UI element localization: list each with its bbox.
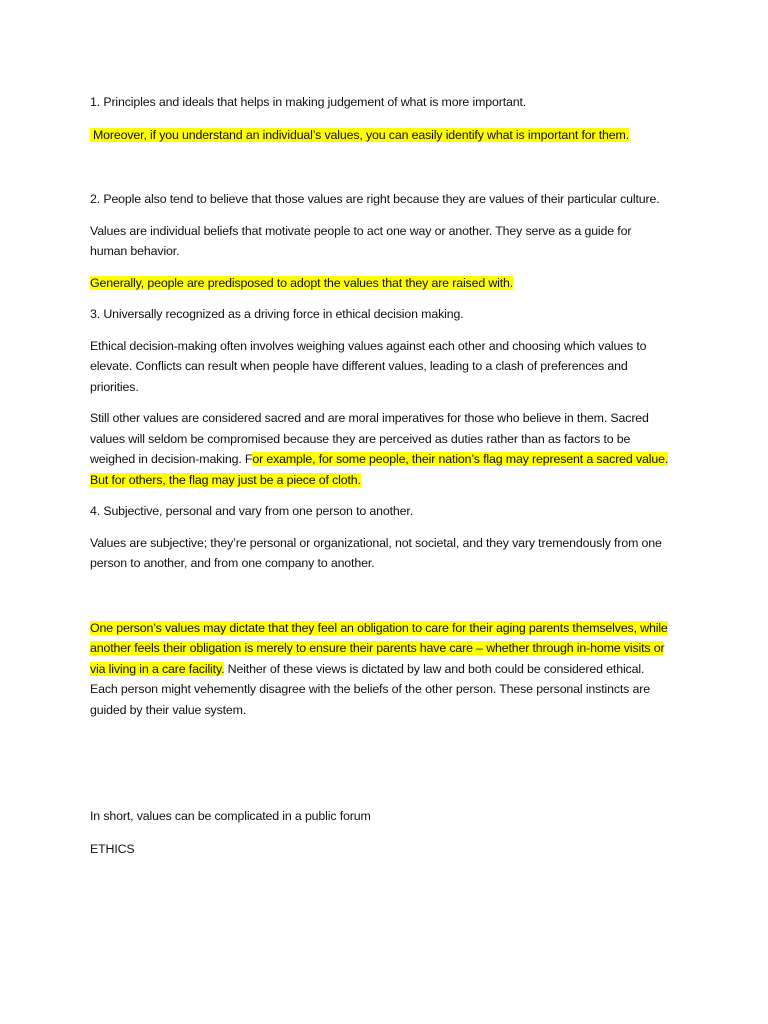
paragraph-aging-parents	[90, 618, 670, 721]
highlighted-text: One person’s values may dictate that they feel an obligation to care for their aging parents themselves, while another feels their obligation is merely to ensure their parents have care – whether through in-home visits or via living in a care facility.	[90, 620, 668, 676]
paragraph-sacred-values	[90, 408, 670, 490]
paragraph-values-subjective: Values are subjective; they’re personal or organizational, not societal, and they vary tremendously from one person to another, and from one company to another.	[90, 535, 662, 570]
point-4-subjective: 4. Subjective, personal and vary from one person to another.	[90, 504, 413, 518]
plain-text: Neither of these views is dictated by law and both could be considered ethical. Each person might vehemently disagree with the beliefs of the other person. These personal instincts are guided by their value system.	[90, 661, 650, 717]
highlighted-text: Generally, people are predisposed to adopt the values that they are raised with.	[90, 275, 514, 290]
document-page	[90, 92, 670, 859]
paragraph-values-beliefs: Values are individual beliefs that motivate people to act one way or another. They serve as a guide for human behavior.	[90, 223, 632, 258]
highlighted-paragraph-predisposed	[90, 273, 670, 294]
highlighted-text: Moreover, if you understand an individual’s values, you can easily identify what is important for them.	[90, 128, 629, 142]
highlighted-text: or example, for some people, their nation’s flag may represent a sacred value. But for others, the flag may just be a piece of cloth.	[90, 452, 669, 487]
point-3-driving-force: 3. Universally recognized as a driving force in ethical decision making.	[90, 307, 464, 321]
heading-ethics: ETHICS	[90, 841, 135, 856]
plain-text: Still other values are considered sacred and are moral imperatives for those who believe in them. Sacred values will seldom be compromised because they are perceived as duties rather than as factors to be weighed in decision-making. F	[90, 411, 649, 466]
highlighted-paragraph-individual-values	[90, 125, 670, 146]
point-1-principles: 1. Principles and ideals that helps in making judgement of what is more important.	[90, 95, 527, 109]
paragraph-in-short: In short, values can be complicated in a public forum	[90, 809, 371, 823]
point-2-culture: 2. People also tend to believe that those values are right because they are values of their particular culture.	[90, 192, 660, 206]
paragraph-ethical-decision-making: Ethical decision-making often involves weighing values against each other and choosing which values to elevate. Conflicts can result when people have different values, leading to a clash of preferences and priorities.	[90, 338, 647, 394]
